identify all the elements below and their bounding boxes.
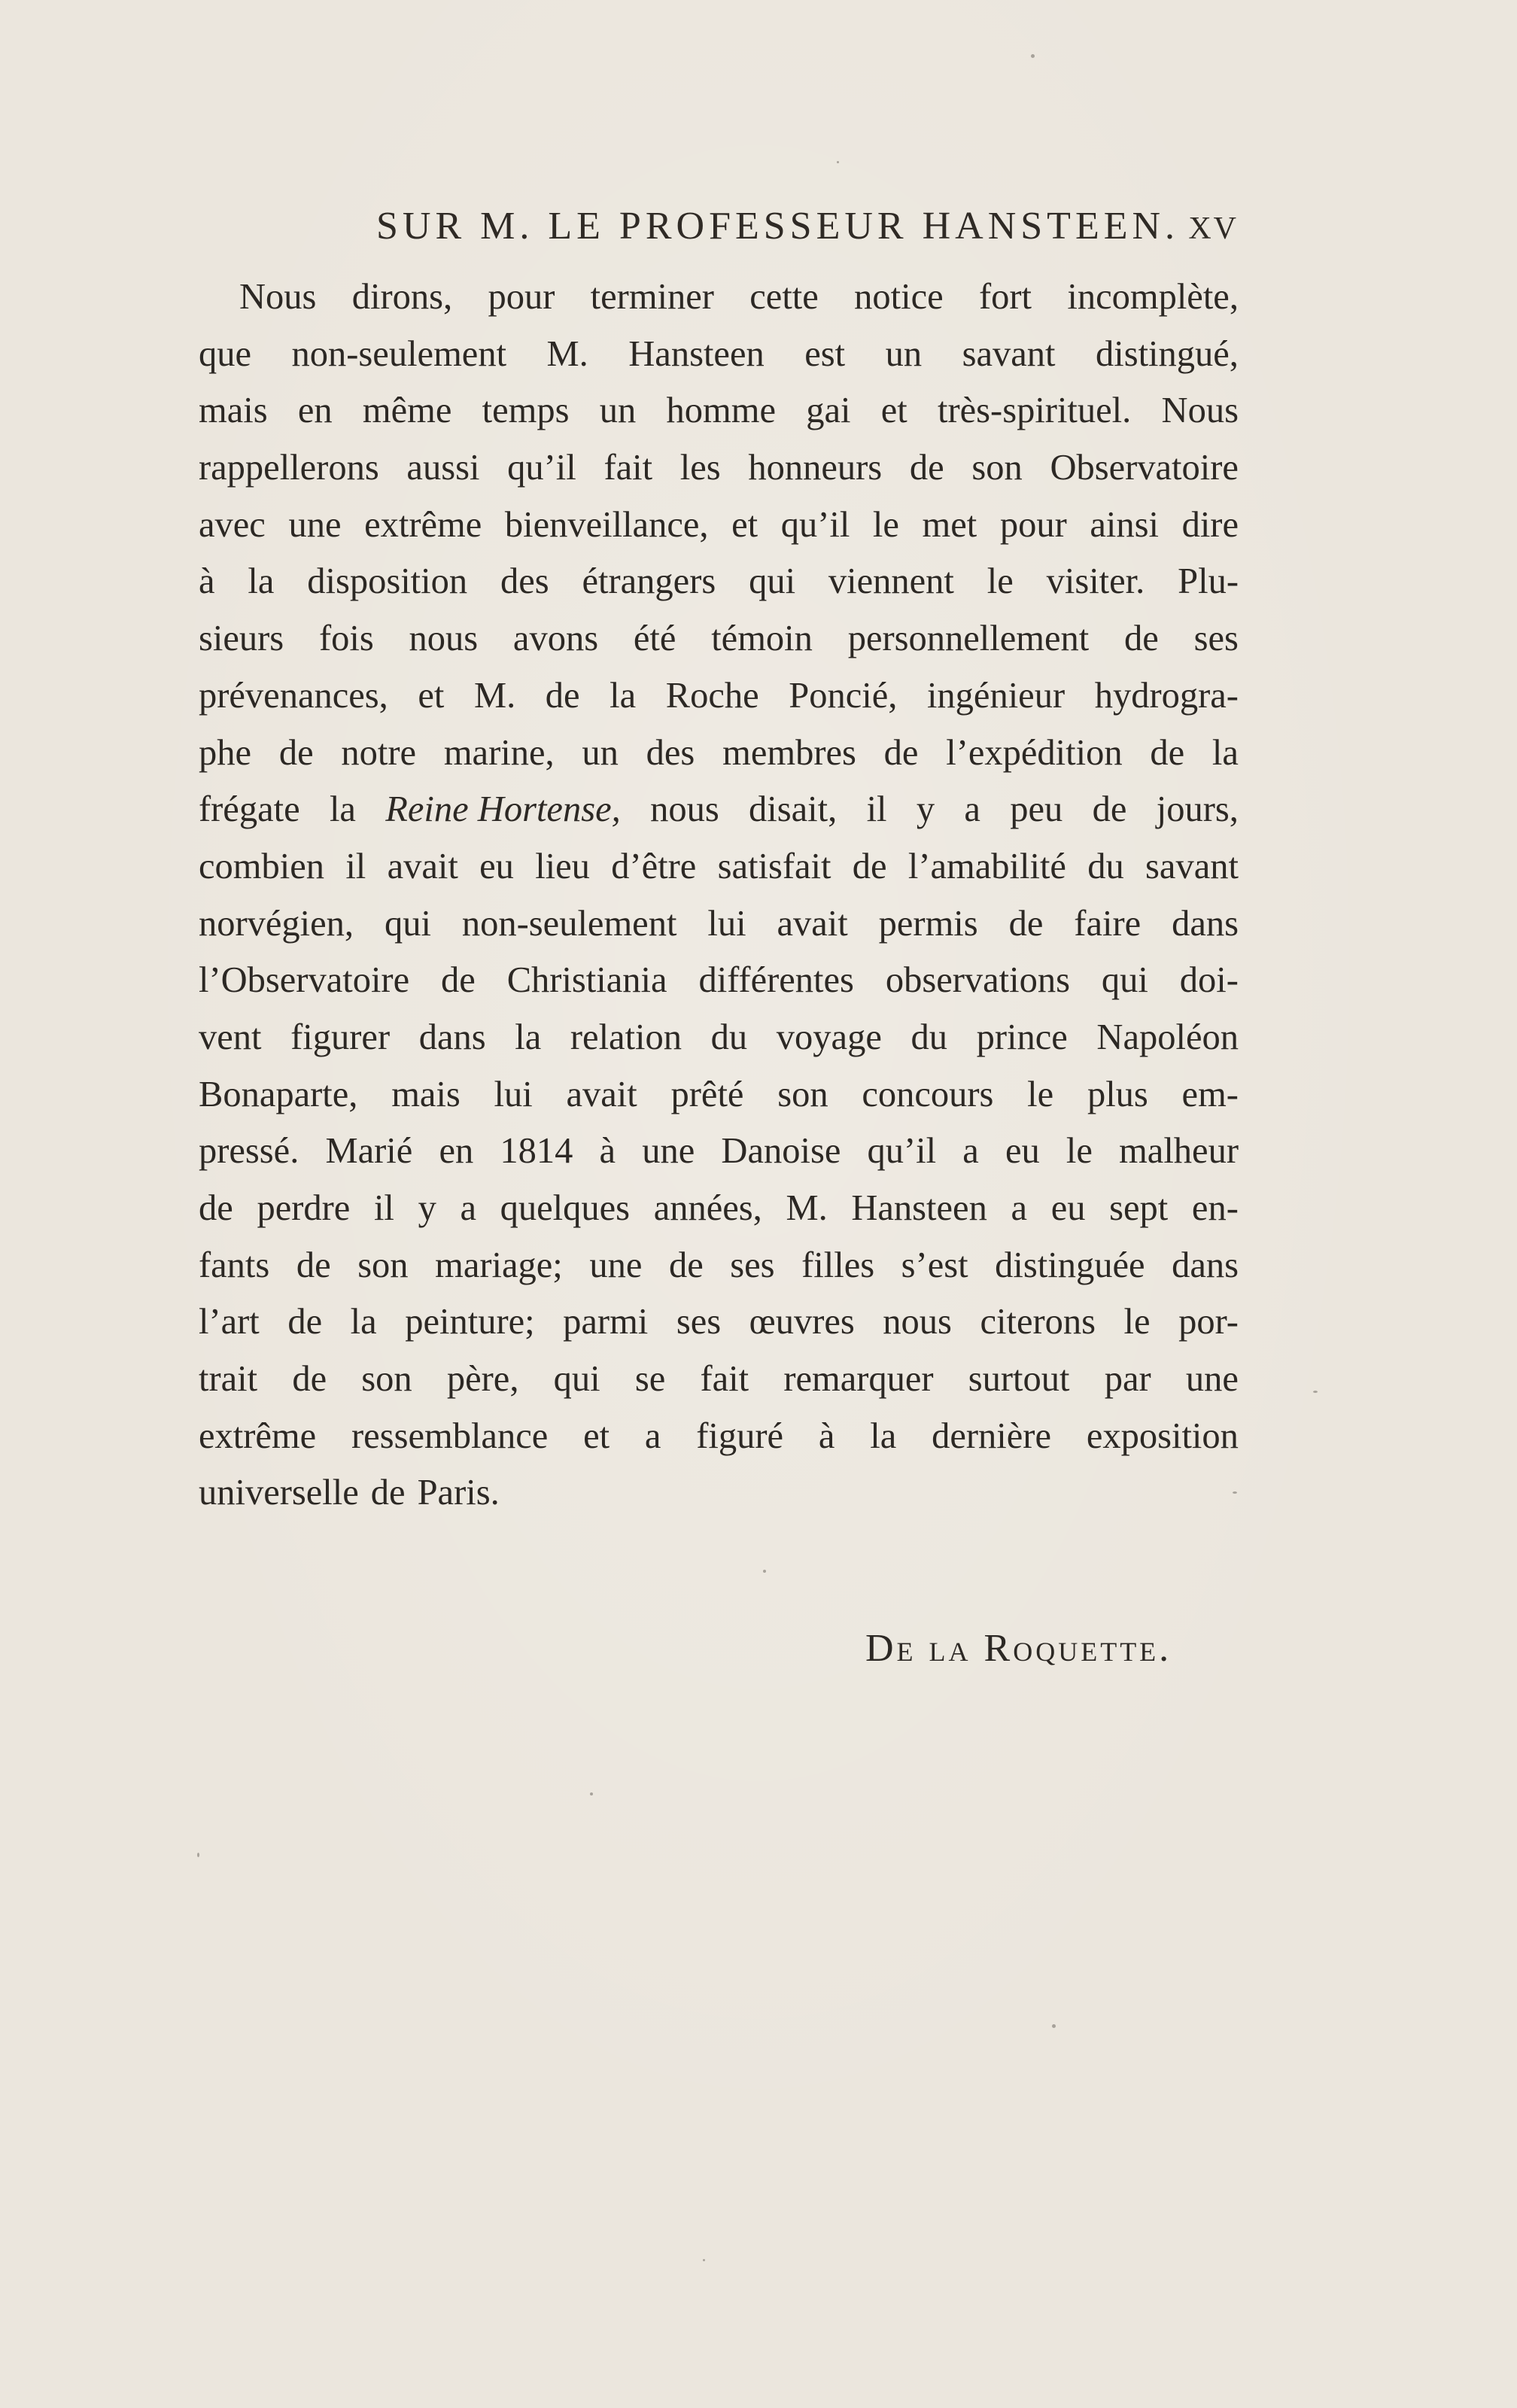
text-line <box>199 1237 1239 1294</box>
word: dirons, <box>351 277 453 317</box>
word: à <box>599 1131 616 1172</box>
word: du <box>911 1017 947 1057</box>
word: la <box>248 561 275 602</box>
word: Christiania <box>506 960 667 1001</box>
word: prince <box>976 1017 1068 1057</box>
word: fait <box>700 1359 749 1400</box>
word: surtout <box>968 1359 1070 1400</box>
word: trait <box>199 1359 258 1400</box>
word: bienveillance, <box>504 504 709 545</box>
word: honneurs <box>748 448 883 488</box>
word: filles <box>801 1245 875 1285</box>
word: perdre <box>257 1188 351 1228</box>
word: de <box>296 1245 331 1285</box>
word: de <box>909 448 944 488</box>
word: ses <box>730 1245 775 1285</box>
word: à <box>818 1415 835 1456</box>
italic-word: Reine Hortense, <box>385 789 621 830</box>
word: lui <box>494 1074 533 1114</box>
paper-speck <box>1233 1491 1237 1494</box>
word: Hansteen <box>628 333 765 374</box>
word: marine, <box>443 732 555 773</box>
word: a <box>460 1188 476 1228</box>
word: lui <box>707 903 746 944</box>
word: la <box>350 1302 377 1342</box>
word: a <box>964 789 980 830</box>
word: de <box>441 960 476 1001</box>
word: extrême <box>199 1415 317 1456</box>
word: sieurs <box>199 619 284 659</box>
text-line <box>199 382 1239 439</box>
word: œuvres <box>749 1302 855 1342</box>
text-line <box>199 725 1239 782</box>
word: pour <box>488 277 555 317</box>
word: de <box>1092 789 1127 830</box>
text-line <box>199 1180 1239 1237</box>
word: en- <box>1191 1188 1239 1228</box>
paper-speck <box>703 2259 705 2261</box>
word: Paris. <box>417 1473 500 1513</box>
word: son <box>777 1074 828 1114</box>
word: visiter. <box>1046 561 1145 602</box>
running-title: SUR M. LE PROFESSEUR HANSTEEN. <box>376 205 1180 248</box>
word: que <box>199 333 252 374</box>
word: une <box>642 1131 695 1172</box>
word: non-seulement <box>291 333 507 374</box>
word: de <box>883 732 919 773</box>
word: qui <box>1101 960 1148 1001</box>
word: 1814 <box>500 1131 573 1172</box>
text-line <box>199 1123 1239 1180</box>
paper-speck <box>763 1570 766 1573</box>
word: Observatoire <box>1050 448 1239 488</box>
text-line <box>199 895 1239 953</box>
word: universelle <box>199 1473 359 1513</box>
word: de <box>1008 903 1044 944</box>
word: le <box>1027 1074 1054 1114</box>
word: un <box>599 391 637 431</box>
word: satisfait <box>717 846 831 886</box>
word: l’Observatoire <box>199 960 410 1001</box>
word: en <box>297 391 333 431</box>
word: avait <box>387 846 458 886</box>
word: extrême <box>364 504 482 545</box>
word: a <box>962 1131 979 1172</box>
word: peinture; <box>405 1302 535 1342</box>
word: de <box>1124 619 1159 659</box>
word: malheur <box>1119 1131 1239 1172</box>
word: por- <box>1178 1302 1239 1342</box>
word: mariage; <box>435 1245 563 1285</box>
word: parmi <box>563 1302 649 1342</box>
word: disait, <box>749 789 838 830</box>
word: sept <box>1109 1188 1169 1228</box>
word: de <box>199 1188 233 1228</box>
word: des <box>646 732 695 773</box>
text-line <box>199 1066 1239 1123</box>
paper-speck <box>1052 2024 1056 2028</box>
word: Nous <box>239 277 317 317</box>
word: du <box>710 1017 748 1057</box>
word: de <box>292 1359 327 1400</box>
word: à <box>199 561 215 602</box>
word: l’amabilité <box>907 846 1066 886</box>
word: prévenances, <box>199 675 388 716</box>
word: M. <box>546 333 588 374</box>
word: phe <box>199 732 252 773</box>
word: distinguée <box>995 1245 1145 1285</box>
page-number: XV <box>1188 211 1239 246</box>
word: une <box>1185 1359 1239 1400</box>
word: différentes <box>698 960 854 1001</box>
word: très-spirituel. <box>938 391 1132 431</box>
paper-speck <box>1031 54 1035 58</box>
word: l’art <box>199 1302 260 1342</box>
word: la <box>329 789 356 830</box>
word: y <box>916 789 935 830</box>
word: avec <box>199 504 266 545</box>
text-line <box>199 952 1239 1009</box>
text-line <box>199 1294 1239 1351</box>
word: dire <box>1181 504 1239 545</box>
text-line <box>199 1351 1239 1408</box>
word: ingénieur <box>926 675 1066 716</box>
word: Plu- <box>1178 561 1239 602</box>
word: observations <box>885 960 1070 1001</box>
word: notre <box>341 732 417 773</box>
word: fants <box>199 1245 270 1285</box>
word: prêté <box>670 1074 744 1114</box>
word: eu <box>1005 1131 1040 1172</box>
word: pour <box>999 504 1067 545</box>
word: Hansteen <box>851 1188 987 1228</box>
word: et <box>583 1415 610 1456</box>
word: nous <box>409 619 479 659</box>
word: du <box>1087 846 1124 886</box>
word: eu <box>479 846 514 886</box>
word: s’est <box>901 1245 968 1285</box>
word: lieu <box>535 846 590 886</box>
word: fois <box>318 619 374 659</box>
word: années, <box>653 1188 762 1228</box>
word: disposition <box>307 561 468 602</box>
word: Marié <box>325 1131 413 1172</box>
word: M. <box>786 1188 828 1228</box>
word: qui <box>749 561 796 602</box>
word: gai <box>806 391 851 431</box>
word: figurer <box>290 1017 391 1057</box>
word: frégate <box>199 789 300 830</box>
word: distingué, <box>1095 333 1239 374</box>
text-line <box>199 838 1239 895</box>
word: pressé. <box>199 1131 299 1172</box>
word: exposition <box>1086 1415 1239 1456</box>
word: figuré <box>696 1415 784 1456</box>
word: remarquer <box>783 1359 934 1400</box>
word: se <box>634 1359 666 1400</box>
word: Bonaparte, <box>199 1074 358 1114</box>
word: a <box>1011 1188 1028 1228</box>
word: ainsi <box>1090 504 1159 545</box>
word: est <box>804 333 846 374</box>
text-line <box>199 497 1239 554</box>
word: citerons <box>980 1302 1096 1342</box>
text-line <box>199 610 1239 667</box>
word: aussi <box>406 448 480 488</box>
word: membres <box>722 732 856 773</box>
word: M. <box>473 675 516 716</box>
word: des <box>500 561 549 602</box>
text-line <box>199 269 1239 326</box>
text-line <box>199 1009 1239 1066</box>
word: eu <box>1050 1188 1086 1228</box>
word: de <box>852 846 887 886</box>
word: de <box>278 732 314 773</box>
word: met <box>922 504 977 545</box>
word: et <box>880 391 907 431</box>
word: l’expédition <box>946 732 1123 773</box>
word: de <box>1150 732 1185 773</box>
word: fort <box>978 277 1032 317</box>
word: ses <box>676 1302 722 1342</box>
word: faire <box>1074 903 1142 944</box>
word: la <box>610 675 637 716</box>
word: il <box>866 789 887 830</box>
word: dans <box>418 1017 486 1057</box>
word: Nous <box>1161 391 1239 431</box>
paper-speck <box>837 161 839 163</box>
word: personnellement <box>847 619 1090 659</box>
text-line <box>199 781 1239 838</box>
paper-speck <box>197 1853 199 1857</box>
word: en <box>439 1131 474 1172</box>
word: ses <box>1193 619 1239 659</box>
word: notice <box>854 277 944 317</box>
word: quelques <box>500 1188 631 1228</box>
word: temps <box>482 391 570 431</box>
word: norvégien, <box>199 903 354 944</box>
word: nous <box>650 789 719 830</box>
word: de <box>370 1473 406 1513</box>
signature: De la Roquette. <box>865 1627 1172 1670</box>
word: terminer <box>590 277 714 317</box>
word: qui <box>384 903 431 944</box>
word: incomplète, <box>1067 277 1239 317</box>
word: le <box>1066 1131 1093 1172</box>
word: d’être <box>611 846 697 886</box>
word: père, <box>446 1359 519 1400</box>
text-line <box>199 326 1239 383</box>
word: plus <box>1087 1074 1148 1114</box>
word: homme <box>666 391 776 431</box>
word: qu’il <box>780 504 850 545</box>
word: été <box>633 619 676 659</box>
word: le <box>872 504 899 545</box>
word: un <box>582 732 619 773</box>
word: étrangers <box>582 561 716 602</box>
word: combien <box>199 846 325 886</box>
word: Roche <box>665 675 759 716</box>
word: viennent <box>828 561 954 602</box>
body-text <box>199 269 1239 1522</box>
word: les <box>679 448 721 488</box>
word: un <box>885 333 923 374</box>
word: Danoise <box>721 1131 841 1172</box>
word: hydrogra- <box>1094 675 1239 716</box>
word: de <box>287 1302 323 1342</box>
word: la <box>870 1415 897 1456</box>
word: le <box>987 561 1014 602</box>
word: témoin <box>711 619 813 659</box>
word: y <box>418 1188 436 1228</box>
word: la <box>1211 732 1239 773</box>
word: dans <box>1172 903 1239 944</box>
word: peu <box>1010 789 1063 830</box>
word: Poncié, <box>789 675 898 716</box>
text-line <box>199 1464 1239 1522</box>
word: mais <box>199 391 268 431</box>
word: em- <box>1181 1074 1239 1114</box>
paper-speck <box>1313 1391 1318 1393</box>
running-head <box>199 200 1239 253</box>
word: a <box>644 1415 661 1456</box>
word: vent <box>199 1017 262 1057</box>
word: savant <box>962 333 1056 374</box>
word: savant <box>1145 846 1239 886</box>
word: dernière <box>932 1415 1051 1456</box>
paper-speck <box>590 1792 593 1795</box>
word: une <box>288 504 342 545</box>
word: le <box>1123 1302 1151 1342</box>
word: rappellerons <box>199 448 379 488</box>
word: Napoléon <box>1096 1017 1239 1057</box>
word: une <box>589 1245 643 1285</box>
word: avons <box>512 619 599 659</box>
word: il <box>373 1188 394 1228</box>
word: concours <box>862 1074 994 1114</box>
word: cette <box>749 277 819 317</box>
word: son <box>971 448 1023 488</box>
word: fait <box>603 448 653 488</box>
word: mais <box>391 1074 461 1114</box>
word: permis <box>878 903 978 944</box>
word: non-seulement <box>461 903 677 944</box>
word: jours, <box>1156 789 1239 830</box>
word: son <box>361 1359 412 1400</box>
text-line <box>199 1408 1239 1465</box>
word: la <box>515 1017 542 1057</box>
word: de <box>545 675 580 716</box>
word: et <box>418 675 445 716</box>
word: ressemblance <box>351 1415 549 1456</box>
word: voyage <box>776 1017 882 1057</box>
word: avait <box>777 903 848 944</box>
word: nous <box>883 1302 952 1342</box>
text-line <box>199 439 1239 497</box>
word: il <box>345 846 366 886</box>
word: avait <box>566 1074 637 1114</box>
word: et <box>731 504 758 545</box>
text-line <box>199 667 1239 725</box>
word: relation <box>570 1017 682 1057</box>
word: doi- <box>1179 960 1239 1001</box>
word: même <box>362 391 452 431</box>
word: son <box>357 1245 409 1285</box>
word: par <box>1104 1359 1151 1400</box>
text-line <box>199 553 1239 610</box>
word: qu’il <box>507 448 576 488</box>
word: qu’il <box>867 1131 937 1172</box>
word: dans <box>1172 1245 1239 1285</box>
word: qui <box>553 1359 600 1400</box>
word: de <box>668 1245 704 1285</box>
